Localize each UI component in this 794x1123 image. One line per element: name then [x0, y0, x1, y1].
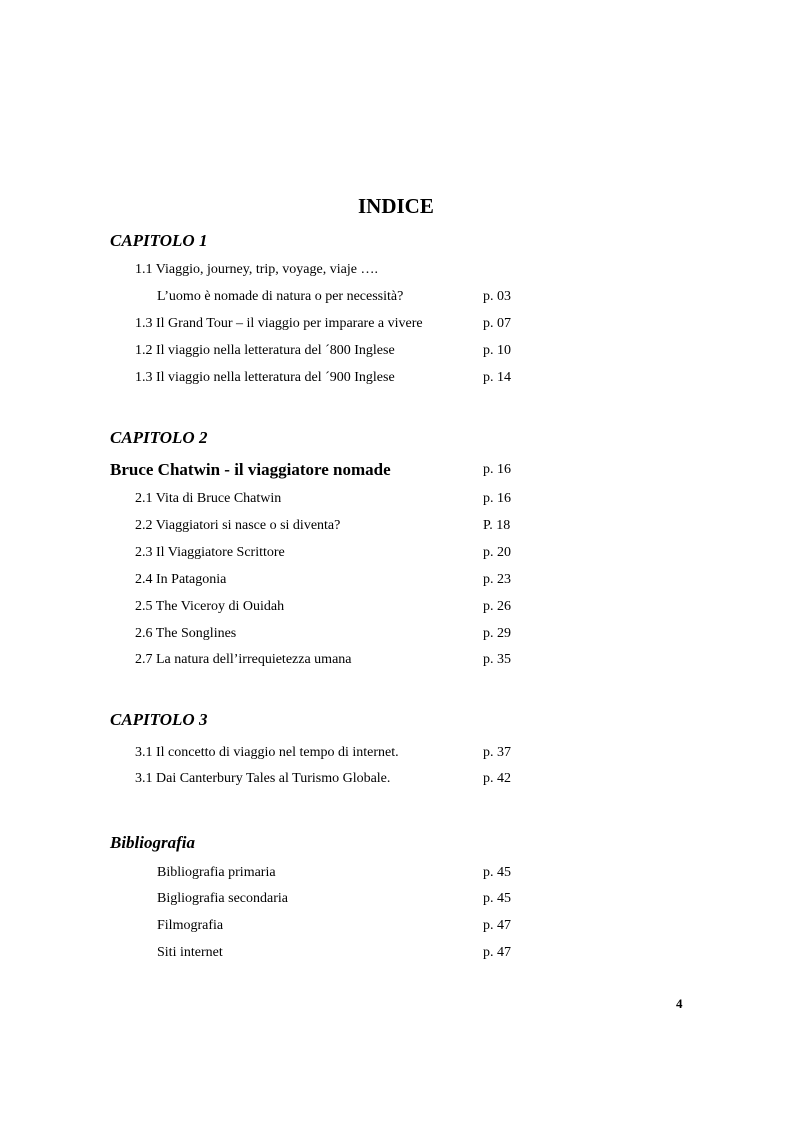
- toc-entry: 2.1 Vita di Bruce Chatwin: [135, 491, 282, 506]
- toc-entry: 2.7 La natura dell’irrequietezza umana: [135, 652, 352, 667]
- toc-entry: 2.2 Viaggiatori si nasce o si diventa?: [135, 518, 341, 533]
- toc-page: p. 03: [483, 289, 511, 304]
- page-number: 4: [676, 996, 683, 1011]
- toc-entry: Bigliografia secondaria: [157, 891, 289, 906]
- toc-page: p. 42: [483, 771, 511, 786]
- toc-entry: L’uomo è nomade di natura o per necessità?: [157, 289, 404, 304]
- toc-entry: 2.6 The Songlines: [135, 626, 237, 641]
- toc-entry: Bibliografia primaria: [157, 865, 276, 880]
- toc-page: p. 45: [483, 865, 511, 880]
- chapter-1-heading: CAPITOLO 1: [110, 231, 208, 250]
- toc-entry: 3.1 Dai Canterbury Tales al Turismo Globale.: [135, 771, 391, 786]
- toc-entry: 3.1 Il concetto di viaggio nel tempo di internet.: [135, 745, 399, 760]
- toc-page: p. 14: [483, 370, 511, 385]
- chapter-3-heading: CAPITOLO 3: [110, 710, 208, 729]
- toc-entry: 2.5 The Viceroy di Ouidah: [135, 599, 285, 614]
- toc-page: p. 47: [483, 918, 511, 933]
- toc-page: p. 47: [483, 945, 511, 960]
- toc-page: p. 23: [483, 572, 511, 587]
- toc-entry: Siti internet: [157, 945, 223, 960]
- toc-page: p. 26: [483, 599, 511, 614]
- page-title: INDICE: [358, 194, 434, 218]
- toc-entry: Filmografia: [157, 918, 224, 933]
- toc-entry: 2.3 Il Viaggiatore Scrittore: [135, 545, 285, 560]
- toc-entry: 1.1 Viaggio, journey, trip, voyage, viaje ….: [135, 262, 378, 277]
- toc-entry: 1.3 Il viaggio nella letteratura del ´900 Inglese: [135, 370, 395, 385]
- toc-page: p. 07: [483, 316, 511, 331]
- toc-page: P. 18: [483, 518, 511, 533]
- toc-page: p. 29: [483, 626, 511, 641]
- toc-page: p. 45: [483, 891, 511, 906]
- toc-page: p. 35: [483, 652, 511, 667]
- chapter-2-subtitle: Bruce Chatwin - il viaggiatore nomade: [110, 460, 391, 479]
- toc-entry: 2.4 In Patagonia: [135, 572, 227, 587]
- toc-page: p. 16: [483, 462, 511, 477]
- toc-page: p. 10: [483, 343, 511, 358]
- toc-entry: 1.3 Il Grand Tour – il viaggio per imparare a vivere: [135, 316, 423, 331]
- toc-page: p. 20: [483, 545, 511, 560]
- toc-page: p. 16: [483, 491, 511, 506]
- toc-page: p. 37: [483, 745, 511, 760]
- toc-entry: 1.2 Il viaggio nella letteratura del ´800 Inglese: [135, 343, 395, 358]
- chapter-2-heading: CAPITOLO 2: [110, 428, 208, 447]
- bibliography-heading: Bibliografia: [110, 833, 196, 852]
